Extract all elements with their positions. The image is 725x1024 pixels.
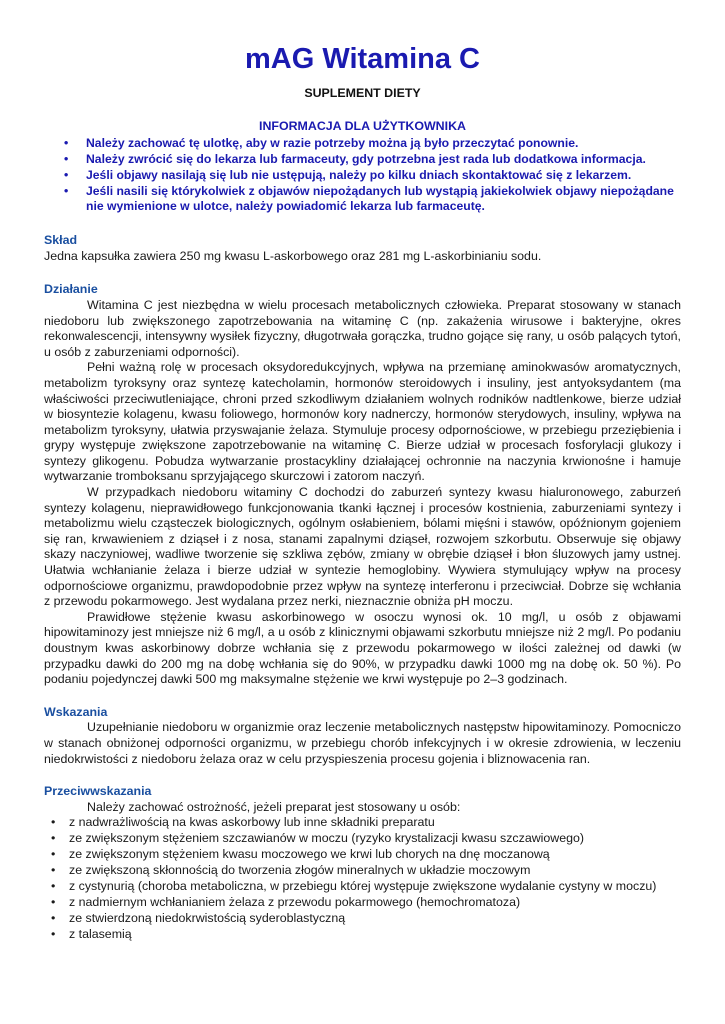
bullet-icon: • [64,136,69,151]
info-list [44,136,681,215]
dzialanie-heading: Działanie [44,282,98,297]
info-item: • Należy zachować tę ulotkę, aby w razie potrzeby można ją było przeczytać ponownie. [64,136,579,151]
list-item: • z nadwrażliwością na kwas askorbowy lub inne składniki preparatu [51,815,435,830]
przeciwwskazania-list [44,815,681,942]
sklad-text: Jedna kapsułka zawiera 250 mg kwasu L-askorbowego oraz 281 mg L-askorbinianiu sodu. [44,248,542,263]
bullet-icon: • [51,815,56,830]
info-item: • Należy zwrócić się do lekarza lub farmaceuty, gdy potrzebna jest rada lub dodatkowa informacja. [64,151,646,166]
przeciwwskazania-heading: Przeciwwskazania [44,784,152,799]
info-item: • Jeśli nasili się którykolwiek z objawów niepożądanych lub wystąpią jakiekolwiek objawy niepożądane nie wymienione w ulotce, należy powiadomić lekarza lub farmaceutę. [64,183,674,214]
bullet-icon: • [64,183,69,198]
bullet-icon: • [51,847,56,862]
bullet-icon: • [51,863,56,878]
bullet-icon: • [51,894,56,909]
list-item: • ze zwiększonym stężeniem kwasu moczowego we krwi lub chorych na dnę moczanową [51,847,550,862]
wskazania-text: Uzupełnianie niedoboru w organizmie oraz leczenie metabolicznych następstw hipowitaminozy. Pomocniczo w stanach obniżonej odporności organizmu, w przebiegu chorób infekcyjnych i w okresie zdrowienia, w leczeniu niedokrwistości z niedoboru żelaza oraz w celu przyspieszenia procesu gojenia i bliznowacenia ran. [44,720,681,766]
document-title: mAG Witamina C [245,43,480,75]
info-heading: INFORMACJA DLA UŻYTKOWNIKA [259,118,466,133]
list-item: • z nadmiernym wchłanianiem żelaza z przewodu pokarmowego (hemochromatoza) [51,894,521,909]
bullet-icon: • [51,926,56,941]
sklad-heading: Skład [44,233,78,248]
dzialanie-paragraph: Prawidłowe stężenie kwasu askorbinowego w osoczu wynosi ok. 10 mg/l, u osób z objawami hipowitaminozy jest mniejsze niż 6 mg/l, a u osób z klinicznymi objawami szkorbutu mniejsze niż 2 mg/l. Po podaniu doustnym kwas askorbinowy dobrze wchłania się z przewodu pokarmowego w ilości zależnej od dawki (w przypadku dawki do 200 mg na dobę wchłania się do 90%, w przypadku dawki 1000 mg na dobę ok. 50 %). Po podaniu pojedynczej dawki 500 mg maksymalne stężenie we krwi występuje po 2–3 godzinach. [44,609,681,687]
bullet-icon: • [51,910,56,925]
bullet-icon: • [64,151,69,166]
bullet-icon: • [51,878,56,893]
przeciwwskazania-intro: Należy zachować ostrożność, jeżeli preparat jest stosowany u osób: [87,799,461,814]
dzialanie-paragraph: W przypadkach niedoboru witaminy C dochodzi do zaburzeń syntezy kwasu hialuronowego, zaburzeń syntezy kolagenu, nieprawidłowego funkcjonowania tkanki łącznej i procesów kostnienia, zaburzeniami syntezy i metabolizmu wielu cząsteczek biologicznych, ogólnym osłabieniem, bólami mięśni i stawów, opóźnionym gojeniem się ran, krwawieniem z dziąseł i z nosa, stanami zapalnymi dziąseł, rozwojem szkorbutu. Obserwuje się objawy skazy naczyniowej, wadliwe tworzenie się szkliwa zębów, zmiany w obrębie dziąseł i błon śluzowych jamy ustnej. Ułatwia wchłanianie żelaza i bierze udział w syntezie hemoglobiny. Wywiera stymulujący wpływ na procesy odpornościowe organizmu, prawdopodobnie przez wpływ na syntezę interferonu i przeciwciał. Dobrze się wchłania z przewodu pokarmowego. Jest wydalana przez nerki, nieznacznie obniża pH moczu. [44,485,681,609]
dzialanie-paragraph: Pełni ważną rolę w procesach oksydoredukcyjnych, wpływa na przemianę aminokwasów aromatycznych, metabolizm tyroksyny oraz syntezę katecholamin, hormonów steroidowych i insuliny, jest antyoksydantem (ma właściwości przeciwutleniające, chroni przed szkodliwym działaniem wolnych rodników nadtlenkowe, bierze udział w biosyntezie kolagenu, kwasu foliowego, hormonów kory nadnerczy, hormonów sterydowych, insuliny, wpływa na metabolizm tyroksyny, ułatwia przyswajanie żelaza. Stymuluje procesy odpornościowe, w przebiegu przeziębienia i grypy występuje zwiększone zapotrzebowanie na witaminę C. Bierze udział w procesach fosforylacji glukozy i syntezy glikogenu. Pobudza wytwarzanie prostacykliny działającej ochronnie na naczynia krwionośne i hamuje wytwarzanie tromboksanu sprzyjającego skurczowi i zatorom naczyń. [44,360,681,484]
wskazania-heading: Wskazania [44,704,108,719]
list-item: • z cystynurią (choroba metaboliczna, w przebiegu której występuje zwiększone wydalanie cystyny w moczu) [51,878,657,893]
list-item: • ze zwiększoną skłonnością do tworzenia złogów mineralnych w układzie moczowym [51,863,531,878]
bullet-icon: • [64,167,69,182]
list-item: • ze stwierdzoną niedokrwistością syderoblastyczną [51,910,346,925]
list-item: • z talasemią [51,926,132,941]
leaflet-page [44,0,681,943]
list-item: • ze zwiększonym stężeniem szczawianów w moczu (ryzyko krystalizacji kwasu szczawiowego) [51,831,585,846]
dzialanie-paragraph: Witamina C jest niezbędna w wielu procesach metabolicznych człowieka. Preparat stosowany w stanach niedoboru lub zwiększonego zapotrzebowania na witaminę C (np. zakażenia wirusowe i bakteryjne, okres rekonwalescencji, intensywny wysiłek fizyczny, długotrwała gorączka, trudno gojące się rany, u osób palących tytoń, u osób z zaburzeniami odporności). [44,297,681,359]
document-subtitle: SUPLEMENT DIETY [304,86,421,100]
bullet-icon: • [51,831,56,846]
info-item: • Jeśli objawy nasilają się lub nie ustępują, należy po kilku dniach skontaktować się z lekarzem. [64,167,632,182]
